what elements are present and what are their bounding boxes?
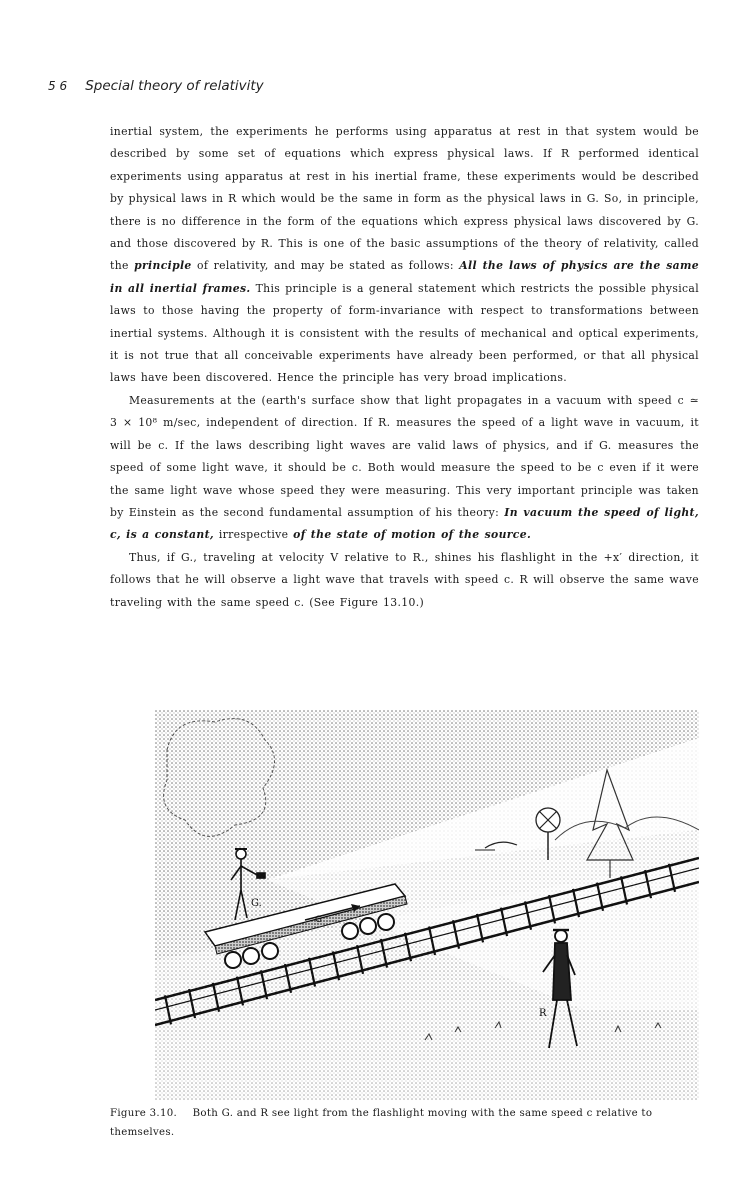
label-r: R: [539, 1008, 547, 1019]
text-segment: irrespective: [214, 528, 294, 542]
caption-text: Both G. and R see light from the flashlight moving with the same speed c relative to themselves.: [110, 1108, 653, 1138]
paragraph: [110, 547, 699, 614]
body-text: [110, 121, 699, 614]
emphasis-text: principle: [134, 259, 192, 273]
page-header: [48, 78, 264, 94]
text-segment: This principle is a general statement which restricts the possible physical laws to those having the property of form-invariance with respect to transformations between inertial systems. Although it is consistent with the results of mechanical and optical experiments, it is not true that all conceivable experiments have already been performed, or that all physical laws have been discovered. Hence the principle has very broad implications.: [110, 281, 699, 385]
paragraph: [110, 390, 699, 547]
figure-caption: [110, 1104, 699, 1142]
caption-label: Figure 3.10.: [110, 1108, 178, 1119]
label-g: G.: [251, 898, 262, 909]
running-title: Special theory of relativity: [85, 78, 264, 94]
text-segment: inertial system, the experiments he performs using apparatus at rest in that system would be described by some set of equations which express physical laws. If R performed identical experiments using apparatus at rest in his inertial frame, these experiments would be described by physical laws in R which would be the same in form as the physical laws in G. So, in principle, there is no difference in the form of the equations which express physical laws discovered by G. and those discovered by R. This is one of the basic assumptions of the theory of relativity, called the: [110, 125, 699, 273]
text-segment: Thus, if G., traveling at velocity V relative to R., shines his flashlight in the +x′ direction, it follows that he will observe a light wave that travels with speed c. R will observe the same wave traveling with the same speed c. (See Figure 13.10.): [110, 550, 699, 609]
text-segment: Measurements at the (earth's surface show that light propagates in a vacuum with speed c ≃ 3 × 10⁸ m/sec, independent of direction. If R. measures the speed of a light wave in vacuum, it will be c. If the laws describing light waves are valid laws of physics, and if G. measures the speed of some light wave, it should be c. Both would measure the speed to be c even if it were the same light wave whose speed they were measuring. This very important principle was taken by Einstein as the second fundamental assumption of his theory:: [110, 393, 699, 519]
page-number: 5 6: [48, 79, 68, 93]
emphasis-text: of the state of motion of the source.: [293, 528, 532, 542]
train-scene-illustration: [155, 710, 699, 1100]
emphasis-text: In vacuum the speed of light, c, is a constant,: [110, 505, 699, 542]
emphasis-text: All the laws of physics are the same in all inertial frames.: [110, 259, 700, 295]
figure-illustration: [155, 710, 699, 1100]
paragraph: [110, 121, 699, 390]
arrow-label: G: [315, 915, 322, 925]
text-segment: of relativity, and may be stated as follows:: [191, 259, 460, 273]
